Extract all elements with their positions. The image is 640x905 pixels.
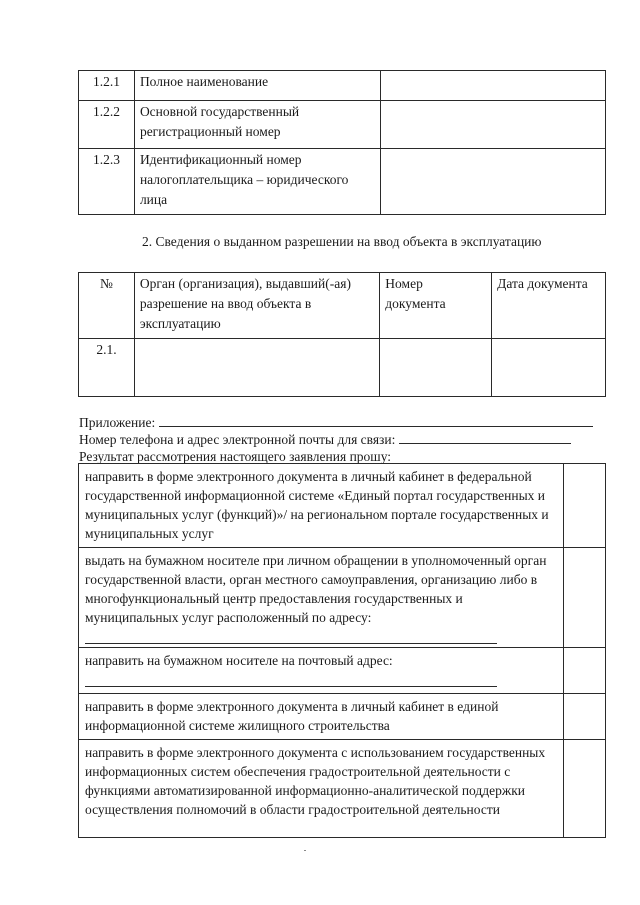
option-text: направить в форме электронного документа в личный кабинет в федеральной государственной информационной системе «Единый портал государственных и муниципальных услуг (функций)»/ на региональном портале государственных и муниципальных услуг: [79, 464, 564, 548]
table-row: [79, 101, 606, 149]
row-label: Основной государственный регистрационный номер: [134, 101, 380, 149]
option-text: направить в форме электронного документа с использованием государственных информационных систем обеспечения градостроительной деятельности с функциями автоматизированной информационно-аналитической поддержки осуществления полномочий в области градостроительной деятельности: [79, 740, 564, 838]
section-2-heading: 2. Сведения о выданном разрешении на ввод объекта в эксплуатацию: [142, 234, 542, 249]
option-row: [79, 740, 606, 838]
contact-field[interactable]: [399, 431, 571, 444]
option-text: направить в форме электронного документа в личный кабинет в единой информационной системе жилищного строительства: [79, 694, 564, 740]
contact-line: [79, 431, 571, 448]
header-doc-date: Дата документа: [492, 273, 606, 339]
row-number: 1.2.1: [79, 71, 135, 101]
row-number: 1.2.3: [79, 149, 135, 215]
table-header-row: [79, 273, 606, 339]
doc-number-field[interactable]: [380, 339, 492, 397]
result-options-table: [78, 463, 606, 838]
row-label: Идентификационный номер налогоплательщика – юридического лица: [134, 149, 380, 215]
header-num: №: [79, 273, 135, 339]
attachment-line: [79, 414, 593, 431]
option-cell: [79, 548, 564, 648]
applicant-info-table: [78, 70, 606, 215]
contact-label: Номер телефона и адрес электронной почты для связи:: [79, 432, 396, 447]
option-cell: [79, 648, 564, 694]
permit-info-table: [78, 272, 606, 397]
row-number: 1.2.2: [79, 101, 135, 149]
option-checkbox[interactable]: [564, 740, 606, 838]
option-row: [79, 694, 606, 740]
option-row: [79, 464, 606, 548]
result-label: Результат рассмотрения настоящего заявления прошу:: [79, 449, 392, 464]
row-label: Полное наименование: [134, 71, 380, 101]
header-doc-number: Номер документа: [380, 273, 492, 339]
option-checkbox[interactable]: [564, 548, 606, 648]
row-value-field[interactable]: [380, 101, 605, 149]
option-row: [79, 648, 606, 694]
scan-speck: [304, 850, 306, 851]
option-text: выдать на бумажном носителе при личном обращении в уполномоченный орган государственной власти, орган местного самоуправления, организацию либо в многофункциональный центр предоставления государственных и муниципальных услуг расположенный по адресу:: [85, 553, 547, 625]
row-number: 2.1.: [79, 339, 135, 397]
attachment-field[interactable]: [159, 414, 593, 427]
address-field[interactable]: [85, 629, 497, 644]
row-value-field[interactable]: [380, 149, 605, 215]
option-checkbox[interactable]: [564, 648, 606, 694]
table-row: [79, 71, 606, 101]
organ-field[interactable]: [134, 339, 379, 397]
doc-date-field[interactable]: [492, 339, 606, 397]
option-row: [79, 548, 606, 648]
header-organ: Орган (организация), выдавший(-ая) разрешение на ввод объекта в эксплуатацию: [134, 273, 379, 339]
table-row: [79, 339, 606, 397]
option-text: направить на бумажном носителе на почтовый адрес:: [85, 653, 393, 668]
postal-address-field[interactable]: [85, 672, 497, 687]
attachment-label: Приложение:: [79, 415, 156, 430]
table-row: [79, 149, 606, 215]
row-value-field[interactable]: [380, 71, 605, 101]
option-checkbox[interactable]: [564, 464, 606, 548]
option-checkbox[interactable]: [564, 694, 606, 740]
